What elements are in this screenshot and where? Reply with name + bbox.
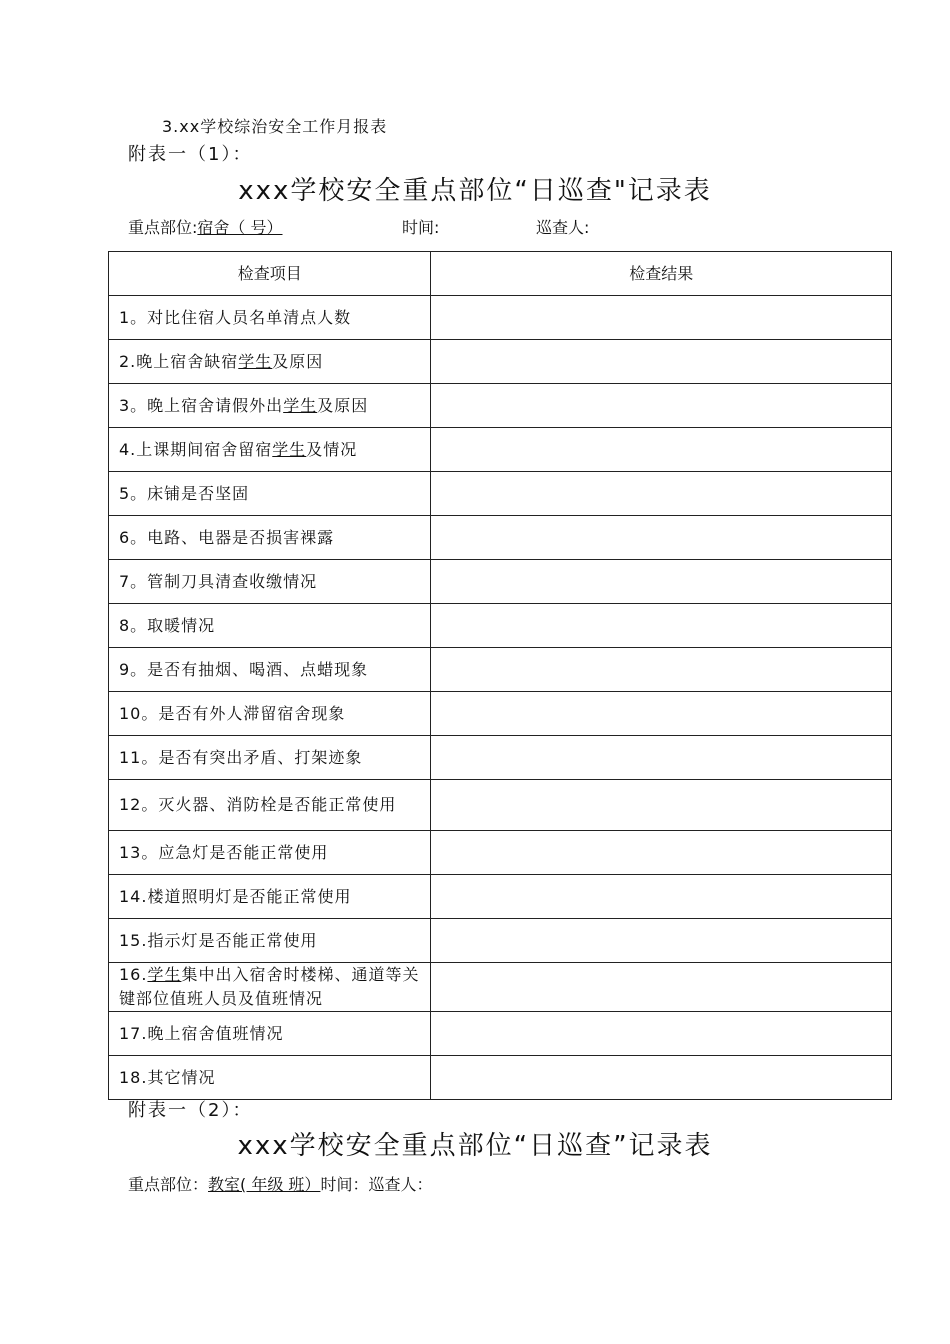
table-row (109, 875, 892, 919)
check-result-cell[interactable] (431, 692, 892, 736)
check-item-text: 12。灭火器、消防栓是否能正常使用 (119, 795, 397, 814)
annex2-time-inspector: 时间：巡查人： (320, 1175, 433, 1194)
table-row (109, 296, 892, 340)
table-header-row (109, 252, 892, 296)
check-item-cell (109, 919, 431, 963)
check-item-text-suffix: 及原因 (317, 395, 369, 415)
check-item-text: 17.晚上宿舍值班情况 (119, 1023, 284, 1043)
check-result-cell[interactable] (431, 560, 892, 604)
annex2-label: 附表一（2）： (128, 1100, 253, 1121)
annex2-location-value: 教室( 年级 班） (208, 1175, 321, 1194)
annex2-location-label: 重点部位： (128, 1175, 209, 1194)
table-row (109, 963, 892, 1012)
check-item-text: 18.其它情况 (119, 1067, 216, 1087)
location-label: 重点部位: (128, 218, 198, 237)
check-item-text-suffix: 集中出入宿舍时楼梯、通道等关键部位值班人员及值班情况 (119, 965, 420, 1008)
table-row (109, 692, 892, 736)
check-result-cell[interactable] (431, 919, 892, 963)
check-item-underlined: 学生 (283, 395, 318, 415)
check-item-cell (109, 780, 431, 831)
table-row (109, 648, 892, 692)
check-item-underlined: 学生 (272, 439, 307, 459)
check-item-text: 16. (119, 965, 148, 984)
header-check-result: 检查结果 (431, 252, 892, 296)
check-result-cell[interactable] (431, 963, 892, 1012)
annex1-title: xxx学校安全重点部位“日巡查"记录表 (238, 176, 712, 206)
check-item-cell (109, 736, 431, 780)
check-item-text: 6。电路、电器是否损害裸露 (119, 527, 335, 547)
check-item-cell (109, 1012, 431, 1056)
check-item-text-suffix: 及情况 (306, 439, 358, 459)
check-item-underlined: 学生 (238, 351, 273, 371)
table-row (109, 1012, 892, 1056)
table-row (109, 340, 892, 384)
check-result-cell[interactable] (431, 875, 892, 919)
check-result-cell[interactable] (431, 516, 892, 560)
check-item-cell (109, 875, 431, 919)
table-row (109, 428, 892, 472)
inspector-label: 巡查人: (536, 218, 590, 237)
check-item-text-suffix: 及原因 (272, 351, 324, 371)
check-item-text: 8。取暖情况 (119, 615, 216, 635)
check-item-text: 1。对比住宿人员名单清点人数 (119, 307, 352, 327)
check-item-text: 2.晚上宿舍缺宿 (119, 351, 239, 371)
check-item-text: 10。是否有外人滞留宿舍现象 (119, 703, 346, 723)
check-item-cell (109, 428, 431, 472)
check-item-text: 9。是否有抽烟、喝酒、点蜡现象 (119, 659, 369, 679)
check-result-cell[interactable] (431, 1056, 892, 1100)
check-item-cell (109, 296, 431, 340)
check-item-text: 15.指示灯是否能正常使用 (119, 930, 318, 950)
check-result-cell[interactable] (431, 296, 892, 340)
table-row (109, 780, 892, 831)
table-row (109, 560, 892, 604)
check-result-cell[interactable] (431, 472, 892, 516)
table-row (109, 516, 892, 560)
check-item-cell (109, 648, 431, 692)
table-row (109, 831, 892, 875)
check-item-text: 13。应急灯是否能正常使用 (119, 842, 329, 862)
check-result-cell[interactable] (431, 736, 892, 780)
check-result-cell[interactable] (431, 604, 892, 648)
check-item-cell (109, 472, 431, 516)
check-item-cell (109, 604, 431, 648)
check-item-text: 14.楼道照明灯是否能正常使用 (119, 886, 352, 906)
check-result-cell[interactable] (431, 428, 892, 472)
check-item-cell (109, 831, 431, 875)
check-item-text: 7。管制刀具清查收缴情况 (119, 571, 318, 591)
annex1-label: 附表一（1）： (128, 144, 253, 165)
check-item-text: 5。床铺是否坚固 (119, 483, 250, 503)
table-row (109, 919, 892, 963)
inspection-table (108, 251, 892, 1100)
table-row (109, 604, 892, 648)
check-result-cell[interactable] (431, 384, 892, 428)
check-item-text: 4.上课期间宿舍留宿 (119, 439, 273, 459)
annex2-meta (128, 1172, 432, 1195)
check-item-text: 11。是否有突出矛盾、打架迹象 (119, 747, 363, 767)
document-heading: 3.xx学校综治安全工作月报表 (162, 117, 388, 136)
check-item-text: 3。晚上宿舍请假外出 (119, 395, 284, 415)
table-row (109, 736, 892, 780)
annex2-title: xxx学校安全重点部位“日巡查”记录表 (237, 1131, 713, 1161)
check-item-cell (109, 1056, 431, 1100)
time-label: 时间: (402, 218, 440, 237)
check-item-cell (109, 963, 431, 1012)
table-row (109, 1056, 892, 1100)
check-item-cell (109, 340, 431, 384)
check-result-cell[interactable] (431, 1012, 892, 1056)
location-value: 宿舍（ 号） (197, 218, 283, 237)
check-result-cell[interactable] (431, 340, 892, 384)
check-result-cell[interactable] (431, 648, 892, 692)
check-result-cell[interactable] (431, 780, 892, 831)
check-item-cell (109, 692, 431, 736)
check-item-cell (109, 560, 431, 604)
table-row (109, 384, 892, 428)
check-result-cell[interactable] (431, 831, 892, 875)
check-item-cell (109, 384, 431, 428)
header-check-item: 检查项目 (109, 252, 431, 296)
annex1-meta (128, 215, 590, 238)
table-row (109, 472, 892, 516)
check-item-cell (109, 516, 431, 560)
check-item-underlined: 学生 (147, 965, 182, 984)
